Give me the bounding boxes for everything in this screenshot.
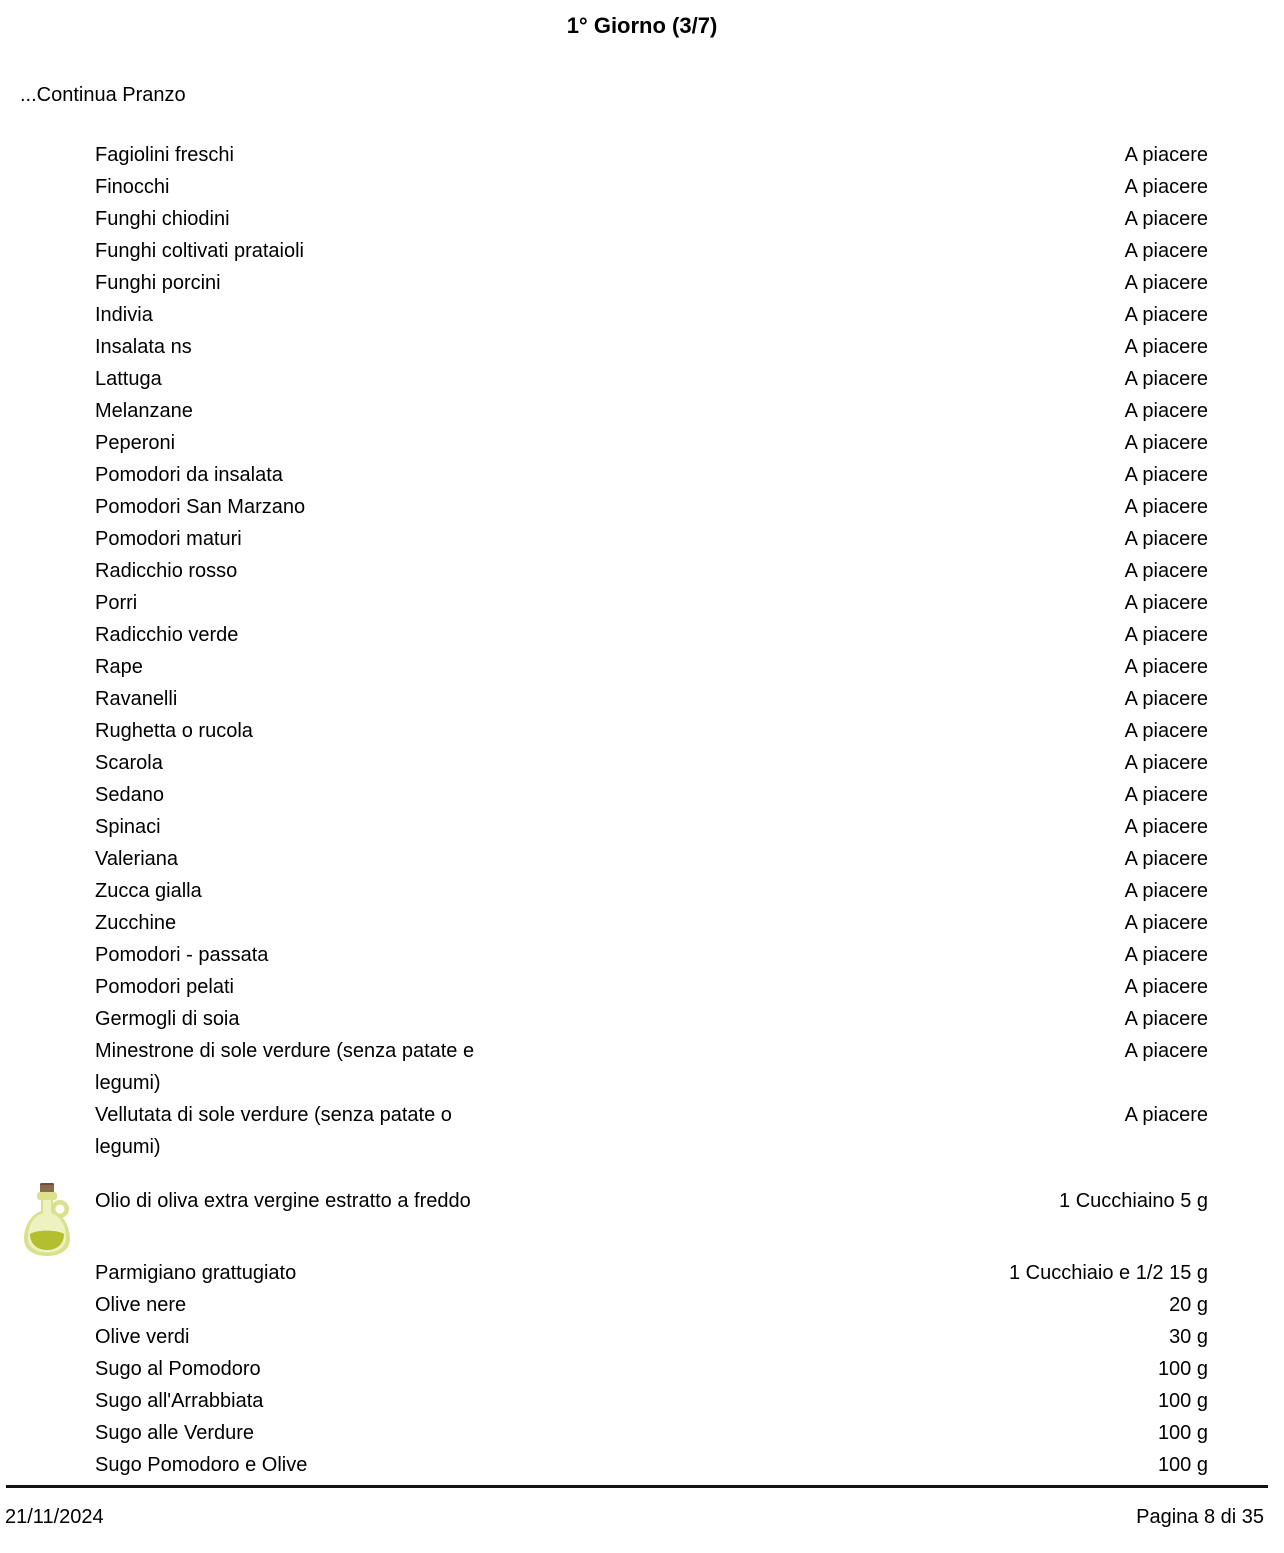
food-name: Radicchio rosso [95, 560, 238, 582]
quantity-value: A piacere [1124, 560, 1208, 582]
food-name: Sedano [95, 784, 164, 806]
food-name: Pomodori maturi [95, 528, 242, 550]
list-item [0, 459, 1208, 491]
quantity-value: A piacere [1124, 720, 1208, 742]
quantity-value: A piacere [1124, 304, 1208, 326]
list-item [0, 1099, 1208, 1163]
list-item [0, 1035, 1208, 1099]
list-item [0, 843, 1208, 875]
quantity-value: A piacere [1124, 496, 1208, 518]
quantity-value: A piacere [1124, 368, 1208, 390]
quantity-value: A piacere [1124, 208, 1208, 230]
food-name: Zucca gialla [95, 880, 202, 902]
list-item [0, 139, 1208, 171]
list-item [0, 683, 1208, 715]
list-item [0, 555, 1208, 587]
quantity-value: A piacere [1124, 432, 1208, 454]
quantity-value: A piacere [1124, 656, 1208, 678]
list-item [0, 587, 1208, 619]
food-name: Zucchine [95, 912, 177, 934]
olive-oil-icon [22, 1183, 95, 1257]
list-item [0, 747, 1208, 779]
food-name: Pomodori da insalata [95, 464, 283, 486]
continuation-label: ...Continua Pranzo [20, 84, 186, 106]
condiments-list [0, 1185, 1208, 1481]
food-name: Pomodori pelati [95, 976, 234, 998]
list-item [0, 267, 1208, 299]
food-name: Spinaci [95, 816, 161, 838]
food-name: Rughetta o rucola [95, 720, 253, 742]
food-name: Minestrone di sole verdure (senza patate e legumi) [95, 1040, 475, 1094]
list-item [0, 939, 1208, 971]
footer-divider [6, 1485, 1268, 1488]
quantity-value: A piacere [1124, 336, 1208, 358]
list-item [0, 299, 1208, 331]
quantity-value: A piacere [1124, 624, 1208, 646]
food-name: Olive verdi [95, 1326, 190, 1348]
quantity-value: A piacere [1124, 240, 1208, 262]
quantity-value: A piacere [1124, 592, 1208, 614]
food-name: Sugo alle Verdure [95, 1422, 255, 1444]
list-item [0, 523, 1208, 555]
food-name: Vellutata di sole verdure (senza patate o legumi) [95, 1104, 452, 1158]
quantity-value: A piacere [1124, 688, 1208, 710]
list-item [0, 235, 1208, 267]
icon-slot [0, 1185, 95, 1257]
quantity-value: 1 Cucchiaio e 1/2 15 g [1008, 1262, 1208, 1284]
food-name: Sugo Pomodoro e Olive [95, 1454, 308, 1476]
quantity-value: A piacere [1124, 1104, 1208, 1126]
quantity-value: 20 g [1169, 1294, 1208, 1316]
footer [0, 1505, 1284, 1529]
food-name: Pomodori - passata [95, 944, 269, 966]
quantity-value: A piacere [1124, 528, 1208, 550]
quantity-value: 100 g [1157, 1390, 1208, 1412]
food-name: Funghi coltivati prataioli [95, 240, 304, 262]
quantity-value: A piacere [1124, 144, 1208, 166]
food-name: Scarola [95, 752, 163, 774]
list-item [0, 1289, 1208, 1321]
food-name: Olive nere [95, 1294, 187, 1316]
list-item [0, 1185, 1208, 1257]
page-number: Pagina 8 di 35 [1136, 1506, 1264, 1528]
list-item [0, 907, 1208, 939]
food-name: Lattuga [95, 368, 162, 390]
vegetables-list [0, 139, 1208, 1163]
quantity-value: 1 Cucchiaino 5 g [1059, 1190, 1208, 1212]
list-item [0, 331, 1208, 363]
list-item [0, 491, 1208, 523]
quantity-value: A piacere [1124, 784, 1208, 806]
footer-date: 21/11/2024 [5, 1506, 104, 1528]
food-name: Rape [95, 656, 143, 678]
list-item [0, 1353, 1208, 1385]
list-item [0, 395, 1208, 427]
list-item [0, 779, 1208, 811]
food-name: Olio di oliva extra vergine estratto a freddo [95, 1190, 471, 1212]
list-item [0, 1417, 1208, 1449]
quantity-value: 100 g [1157, 1422, 1208, 1444]
food-name: Valeriana [95, 848, 179, 870]
food-name: Pomodori San Marzano [95, 496, 306, 518]
list-item [0, 203, 1208, 235]
quantity-value: A piacere [1124, 912, 1208, 934]
quantity-value: A piacere [1124, 1008, 1208, 1030]
list-item [0, 1449, 1208, 1481]
food-name: Peperoni [95, 432, 176, 454]
list-item [0, 363, 1208, 395]
quantity-value: A piacere [1124, 1040, 1208, 1062]
list-item [0, 171, 1208, 203]
quantity-value: A piacere [1124, 272, 1208, 294]
quantity-value: A piacere [1124, 976, 1208, 998]
list-item [0, 1257, 1208, 1289]
list-item [0, 427, 1208, 459]
list-item [0, 1321, 1208, 1353]
list-item [0, 1385, 1208, 1417]
food-name: Parmigiano grattugiato [95, 1262, 297, 1284]
food-name: Sugo al Pomodoro [95, 1358, 261, 1380]
list-item [0, 971, 1208, 1003]
list-item [0, 619, 1208, 651]
quantity-value: A piacere [1124, 816, 1208, 838]
quantity-value: A piacere [1124, 848, 1208, 870]
quantity-value: A piacere [1124, 400, 1208, 422]
list-item [0, 651, 1208, 683]
quantity-value: A piacere [1124, 176, 1208, 198]
food-name: Fagiolini freschi [95, 144, 234, 166]
page-title: 1° Giorno (3/7) [566, 13, 718, 38]
food-name: Porri [95, 592, 138, 614]
food-name: Finocchi [95, 176, 170, 198]
food-name: Germogli di soia [95, 1008, 240, 1030]
food-name: Ravanelli [95, 688, 178, 710]
quantity-value: A piacere [1124, 880, 1208, 902]
list-item [0, 1003, 1208, 1035]
quantity-value: 30 g [1169, 1326, 1208, 1348]
food-name: Funghi chiodini [95, 208, 230, 230]
quantity-value: A piacere [1124, 752, 1208, 774]
quantity-value: 100 g [1157, 1358, 1208, 1380]
food-name: Insalata ns [95, 336, 192, 358]
quantity-value: A piacere [1124, 944, 1208, 966]
list-item [0, 875, 1208, 907]
food-name: Sugo all'Arrabbiata [95, 1390, 264, 1412]
list-item [0, 715, 1208, 747]
food-name: Radicchio verde [95, 624, 239, 646]
food-name: Indivia [95, 304, 153, 326]
quantity-value: A piacere [1124, 464, 1208, 486]
food-name: Melanzane [95, 400, 193, 422]
quantity-value: 100 g [1157, 1454, 1208, 1476]
food-name: Funghi porcini [95, 272, 221, 294]
list-item [0, 811, 1208, 843]
